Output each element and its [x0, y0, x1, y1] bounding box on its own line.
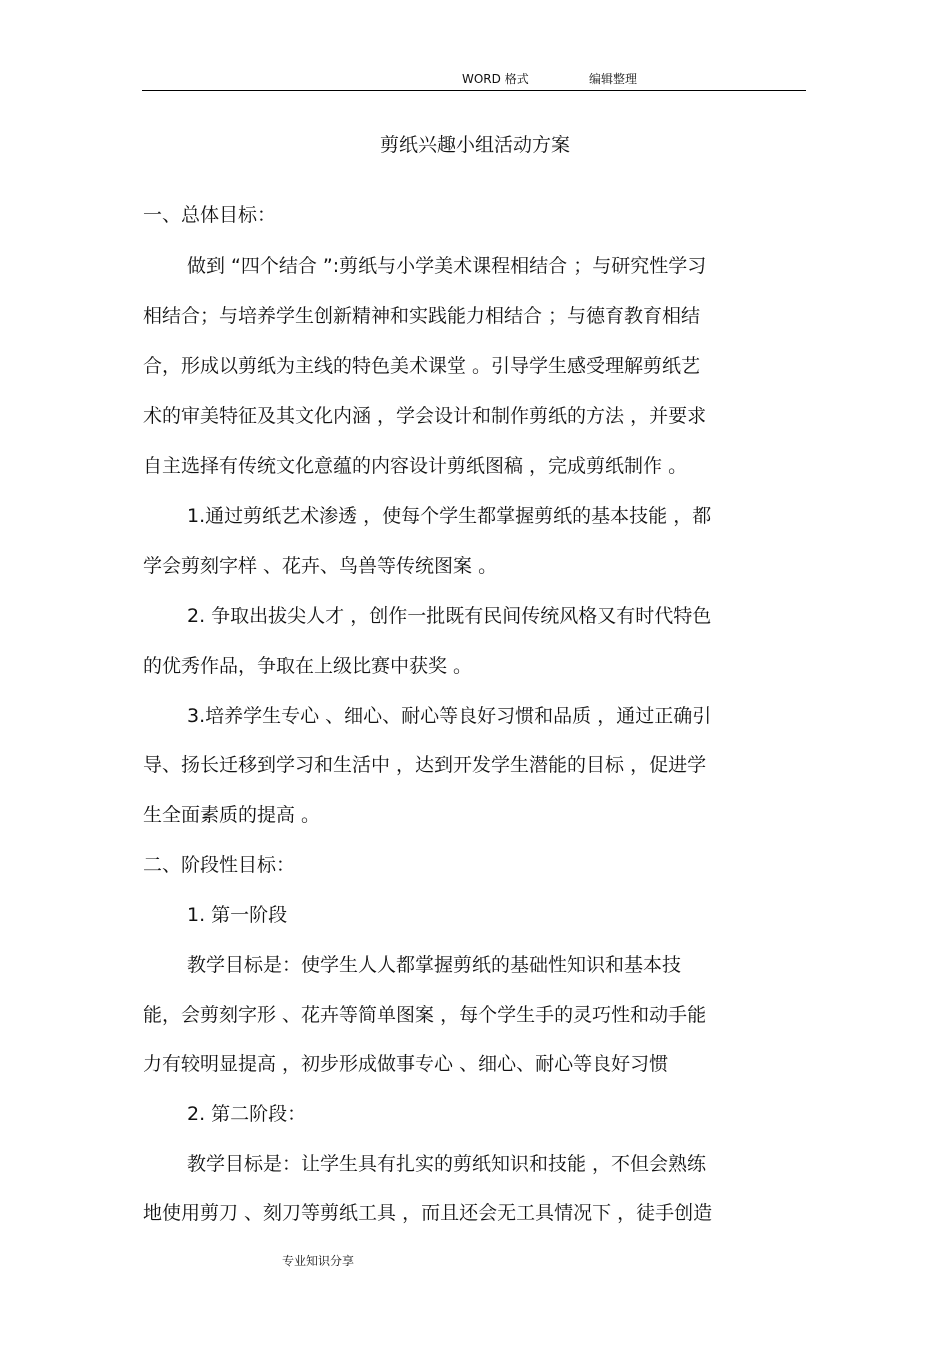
paragraph-line: 教学目标是：使学生人人都掌握剪纸的基础性知识和基本技 — [187, 954, 682, 976]
section-heading-overall-goals: 一、总体目标： — [143, 204, 277, 226]
paragraph-line: 合，形成以剪纸为主线的特色美术课堂 。引导学生感受理解剪纸艺 — [143, 355, 701, 377]
subheading-stage-two: 2. 第二阶段： — [187, 1103, 307, 1125]
paragraph-line: 做到 “四个结合 ”:剪纸与小学美术课程相结合 ；与研究性学习 — [187, 255, 707, 277]
list-item-line: 的优秀作品，争取在上级比赛中获奖 。 — [143, 655, 473, 677]
page-header — [142, 68, 806, 91]
paragraph-line: 能，会剪刻字形 、花卉等简单图案 ，每个学生手的灵巧性和动手能 — [143, 1004, 707, 1026]
header-edit-label: 编辑整理 — [589, 72, 638, 86]
paragraph-line: 相结合；与培养学生创新精神和实践能力相结合 ；与德育教育相结 — [143, 305, 701, 327]
list-item-line: 导、扬长迁移到学习和生活中 ，达到开发学生潜能的目标 ，促进学 — [143, 754, 707, 776]
subheading-stage-one: 1. 第一阶段 — [187, 904, 288, 926]
paragraph-line: 自主选择有传统文化意蕴的内容设计剪纸图稿 ，完成剪纸制作 。 — [143, 455, 688, 477]
list-item-line: 学会剪刻字样 、花卉、鸟兽等传统图案 。 — [143, 555, 498, 577]
paragraph-line: 术的审美特征及其文化内涵 ，学会设计和制作剪纸的方法 ，并要求 — [143, 405, 707, 427]
paragraph-line: 教学目标是：让学生具有扎实的剪纸知识和技能 ，不但会熟练 — [187, 1153, 707, 1175]
page-footer: 专业知识分享 — [282, 1254, 355, 1268]
list-item-line: 1.通过剪纸艺术渗透 ，使每个学生都掌握剪纸的基本技能 ，都 — [187, 505, 712, 527]
list-item-line: 生全面素质的提高 。 — [143, 804, 321, 826]
list-item-line: 3.培养学生专心 、细心、耐心等良好习惯和品质 ，通过正确引 — [187, 705, 712, 727]
section-heading-stage-goals: 二、阶段性目标： — [143, 854, 296, 876]
list-item-line: 2. 争取出拔尖人才 ，创作一批既有民间传统风格又有时代特色 — [187, 605, 712, 627]
header-format-label: WORD 格式 — [462, 72, 529, 86]
paragraph-line: 力有较明显提高 ，初步形成做事专心 、细心、耐心等良好习惯 — [143, 1053, 669, 1075]
document-title: 剪纸兴趣小组活动方案 — [379, 134, 570, 156]
paragraph-line: 地使用剪刀 、刻刀等剪纸工具 ，而且还会无工具情况下 ，徒手创造 — [143, 1202, 713, 1224]
